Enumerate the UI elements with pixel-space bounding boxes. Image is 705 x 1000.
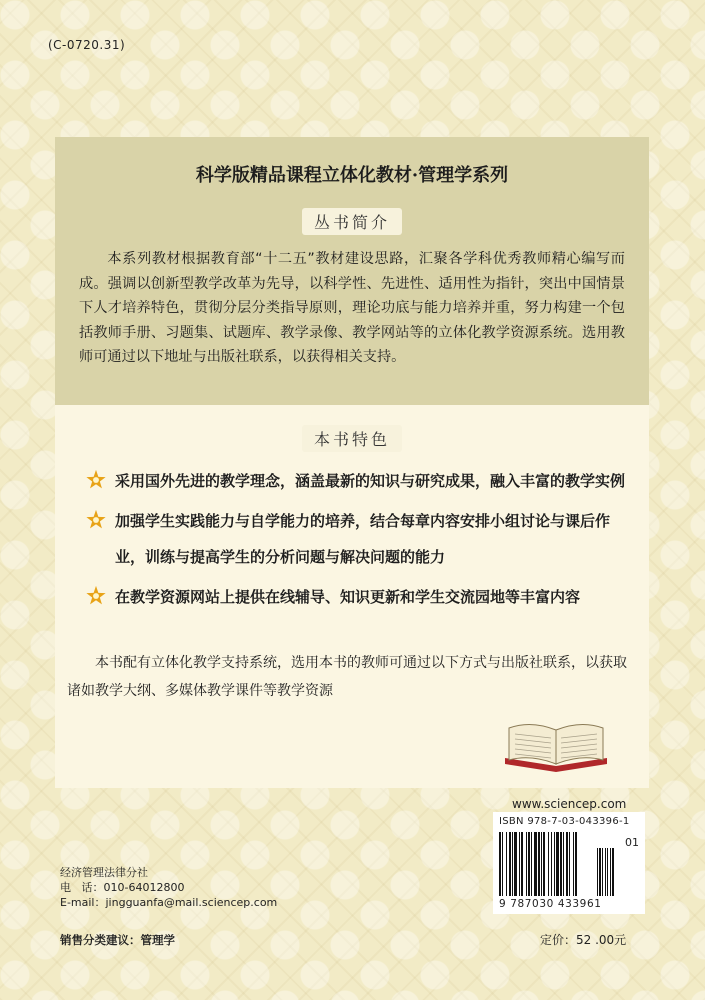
feature-text: 加强学生实践能力与自学能力的培养，结合每章内容安排小组讨论与课后作业，训练与提高学生的分析问题与解决问题的能力 — [115, 512, 611, 566]
feature-text: 在教学资源网站上提供在线辅导、知识更新和学生交流园地等丰富内容 — [115, 588, 581, 606]
features-heading: 本书特色 — [302, 425, 402, 452]
feature-text: 采用国外先进的教学理念，涵盖最新的知识与研究成果，融入丰富的教学实例 — [115, 472, 626, 490]
publisher-name: 经济管理法律分社 — [60, 866, 148, 879]
catalog-code: (C-0720.31) — [48, 38, 126, 52]
email-label: E-mail： — [60, 896, 106, 909]
intro-text: 本系列教材根据教育部“十二五”教材建设思路，汇聚各学科优秀教师精心编写而成。强调以创新型教学改革为先导，以科学性、先进性、适用性为指针，突出中国情景下人才培养特色，贯彻分层分类指导原则，理论功底与能力培养并重，努力构建一个包括教师手册、习题集、试题库、教学录像、教学网站等的立体化教学资源系统。选用教师可通过以下地址与出版社联系，以获得相关支持。 — [79, 251, 625, 365]
intro-heading: 丛书简介 — [302, 208, 402, 235]
phone-label: 电 话： — [60, 881, 104, 894]
open-book-icon — [501, 714, 611, 774]
support-text: 本书配有立体化教学支持系统，选用本书的教师可通过以下方式与出版社联系，以获取诸如教学大纲、多媒体教学课件等教学资源 — [67, 655, 627, 699]
publisher-phone — [60, 880, 277, 895]
barcode-bars — [499, 832, 617, 898]
price: 定价：52 .00元 — [540, 933, 627, 947]
feature-list — [85, 463, 629, 619]
star-bullet-icon — [85, 469, 107, 491]
barcode-digits: 9 787030 433961 — [499, 898, 602, 910]
phone-value: 010-64012800 — [103, 881, 185, 894]
star-bullet-icon — [85, 585, 107, 607]
feature-item — [85, 463, 629, 499]
feature-item — [85, 503, 629, 575]
series-title: 科学版精品课程立体化教材·管理学系列 — [195, 165, 509, 186]
features-panel — [55, 405, 649, 788]
series-intro-panel — [55, 137, 649, 405]
publisher-email — [60, 895, 277, 910]
star-bullet-icon — [85, 509, 107, 531]
publisher-info — [60, 865, 277, 910]
isbn-barcode — [493, 812, 645, 914]
feature-item — [85, 579, 629, 615]
barcode-addon: 01 — [625, 836, 639, 849]
email-value: jingguanfa@mail.sciencep.com — [105, 896, 278, 909]
sales-category: 销售分类建议：管理学 — [60, 933, 175, 947]
isbn-label: ISBN 978-7-03-043396-1 — [499, 816, 630, 827]
website-url: www.sciencep.com — [512, 797, 627, 811]
